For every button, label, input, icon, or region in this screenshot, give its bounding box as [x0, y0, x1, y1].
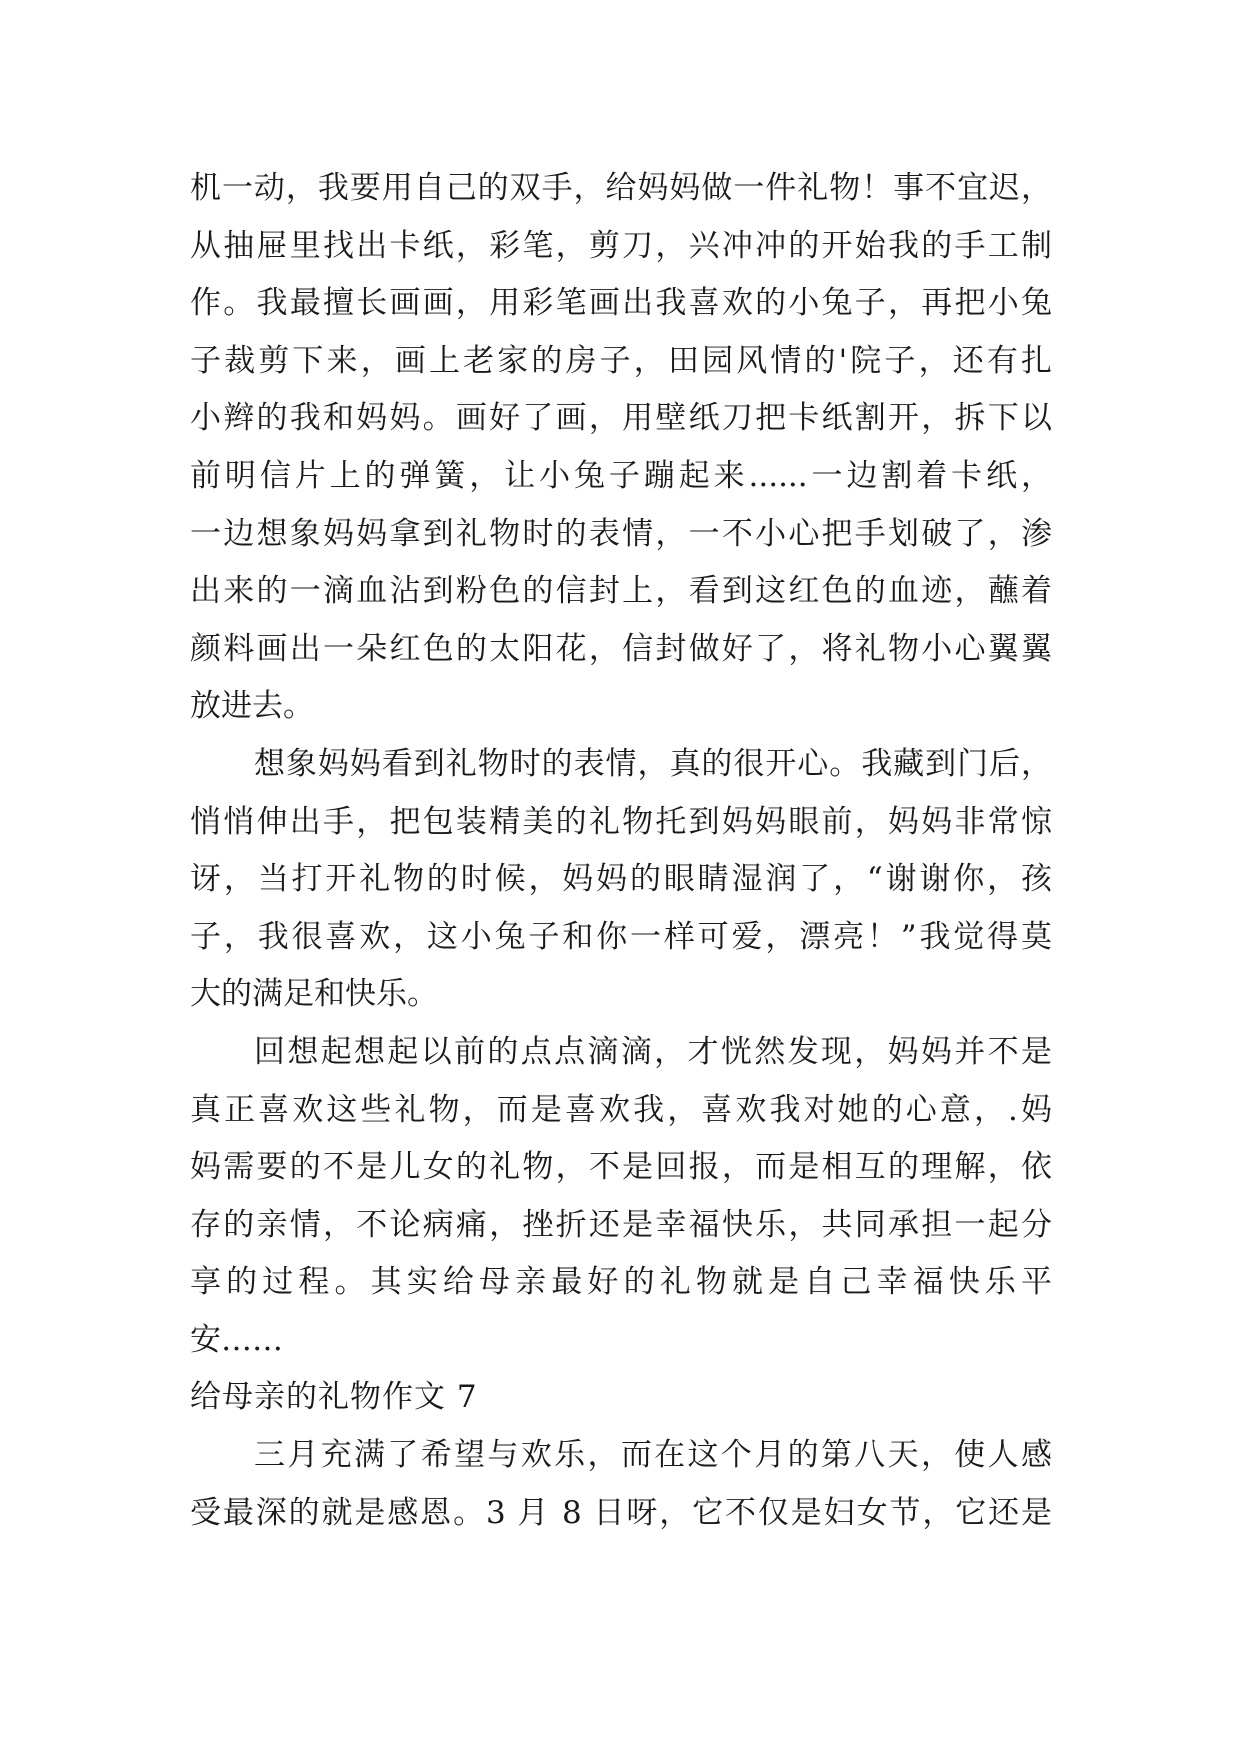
text-line: 安……	[190, 1321, 283, 1358]
section-heading: 给母亲的礼物作文 7	[190, 1379, 478, 1416]
text-line: 妈需要的不是儿女的礼物，不是回报，而是相互的理解，依	[190, 1149, 1052, 1186]
text-line: 颜料画出一朵红色的太阳花，信封做好了，将礼物小心翼翼	[190, 630, 1052, 667]
paragraph	[190, 160, 1052, 736]
text-line: 想象妈妈看到礼物时的表情，真的很开心。我藏到门后，	[254, 745, 1052, 782]
text-line: 讶，当打开礼物的时候，妈妈的眼睛湿润了，“谢谢你，孩	[190, 861, 1052, 898]
text-line: 受最深的就是感恩。3 月 8 日呀，它不仅是妇女节，它还是	[190, 1494, 1052, 1531]
text-line: 存的亲情，不论病痛，挫折还是幸福快乐，共同承担一起分	[190, 1206, 1052, 1243]
text-line: 三月充满了希望与欢乐，而在这个月的第八天，使人感	[254, 1437, 1052, 1474]
text-line: 出来的一滴血沾到粉色的信封上，看到这红色的血迹，蘸着	[190, 573, 1052, 610]
text-line: 子裁剪下来，画上老家的房子，田园风情的'院子，还有扎	[190, 342, 1052, 379]
paragraph	[190, 736, 1052, 1024]
text-line: 真正喜欢这些礼物，而是喜欢我，喜欢我对她的心意，.妈	[190, 1091, 1052, 1128]
paragraph	[190, 1024, 1052, 1370]
text-line: 大的满足和快乐。	[190, 976, 438, 1013]
text-line: 放进去。	[190, 688, 314, 725]
text-line: 悄悄伸出手，把包装精美的礼物托到妈妈眼前，妈妈非常惊	[190, 803, 1052, 840]
text-line: 小辫的我和妈妈。画好了画，用壁纸刀把卡纸割开，拆下以	[190, 400, 1052, 437]
text-line: 从抽屉里找出卡纸，彩笔，剪刀，兴冲冲的开始我的手工制	[190, 227, 1052, 264]
text-line: 作。我最擅长画画，用彩笔画出我喜欢的小兔子，再把小兔	[190, 285, 1052, 322]
text-line: 回想起想起以前的点点滴滴，才恍然发现，妈妈并不是	[254, 1033, 1052, 1070]
text-line: 子，我很喜欢，这小兔子和你一样可爱，漂亮！”我觉得莫	[190, 918, 1052, 955]
article-body	[190, 160, 1052, 1542]
text-line: 一边想象妈妈拿到礼物时的表情，一不小心把手划破了，渗	[190, 515, 1052, 552]
text-line: 前明信片上的弹簧，让小兔子蹦起来......一边割着卡纸，	[190, 457, 1052, 494]
paragraph	[190, 1427, 1052, 1542]
text-line: 享的过程。其实给母亲最好的礼物就是自己幸福快乐平	[190, 1264, 1052, 1301]
text-line: 机一动，我要用自己的双手，给妈妈做一件礼物！事不宜迟，	[190, 170, 1052, 206]
